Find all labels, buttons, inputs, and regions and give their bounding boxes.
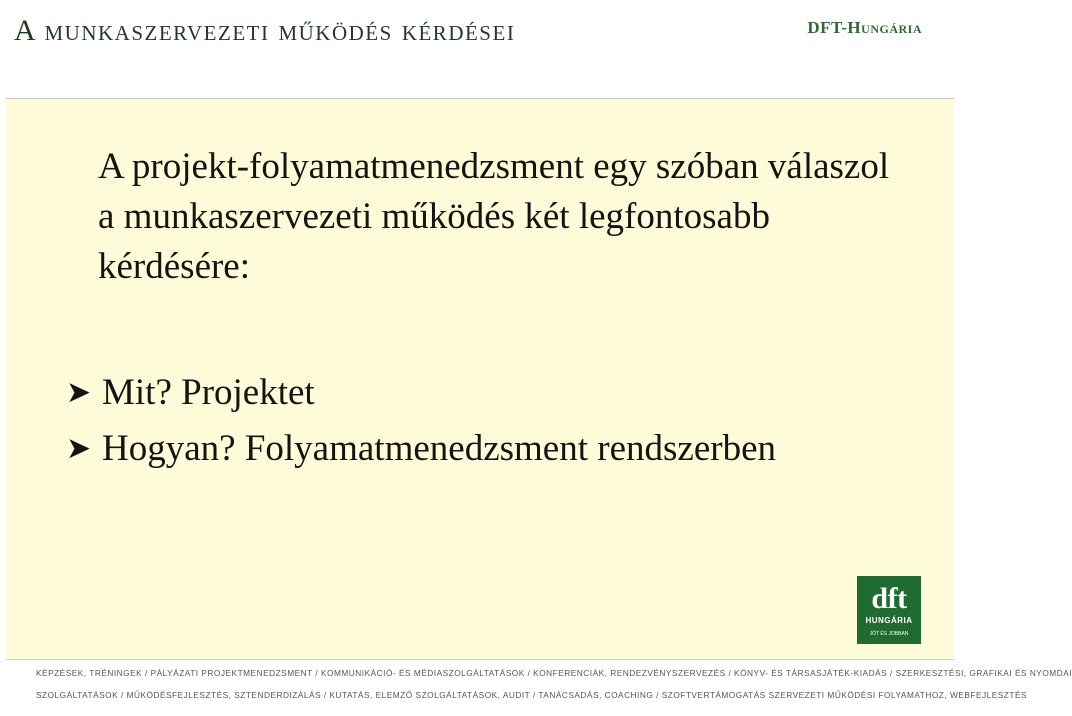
brand-name: DFT-Hungária [807,18,922,37]
footer-services [36,666,1072,710]
arrow-bullet-icon: ➤ [66,431,92,465]
bullet-list [66,364,776,476]
slide-title: A munkaszervezeti működés kérdései [14,14,516,47]
intro-paragraph: A projekt-folyamatmenedzsment egy szóban válaszol a munkaszervezeti működés két legfontosabb kérdésére: [98,146,890,287]
dft-logo [857,576,921,644]
footer-line-2: SZOLGÁLTATÁSOK / MŰKÖDÉSFEJLESZTÉS, SZTENDERDIZÁLÁS / KUTATÁS, ELEMZŐ SZOLGÁLTATÁSOK, AUDIT / TANÁCSADÁS, COACHING / SZOFTVERTÁMOGATÁS SZERVEZETI MŰKÖDÉSI FOLYAMATHOZ, WEBFEJLESZTÉS [36,690,1028,700]
bullet-item [66,364,776,420]
bullet-text: Mit? Projektet [102,371,315,413]
bullet-item [66,420,776,476]
slide-header [0,0,960,96]
logo-main-text: dft [871,582,907,615]
arrow-bullet-icon: ➤ [66,375,92,409]
logo-tagline: JÓT ÉS JOBBAN [869,631,909,637]
footer-line-1: KÉPZÉSEK, TRÉNINGEK / PÁLYÁZATI PROJEKTMENEDZSMENT / KOMMUNIKÁCIÓ- ÉS MÉDIASZOLGÁLTATÁSOK / KONFERENCIÁK, RENDEZVÉNYSZERVEZÉS / KÖNYV- ÉS TÁRSASJÁTÉK-KIADÁS / SZERKESZTÉSI, GRAFIKAI ÉS NYOMDAI [36,668,1072,678]
logo-sub-text: HUNGÁRIA [865,616,913,625]
bullet-text: Hogyan? Folyamatmenedzsment rendszerben [102,427,776,469]
